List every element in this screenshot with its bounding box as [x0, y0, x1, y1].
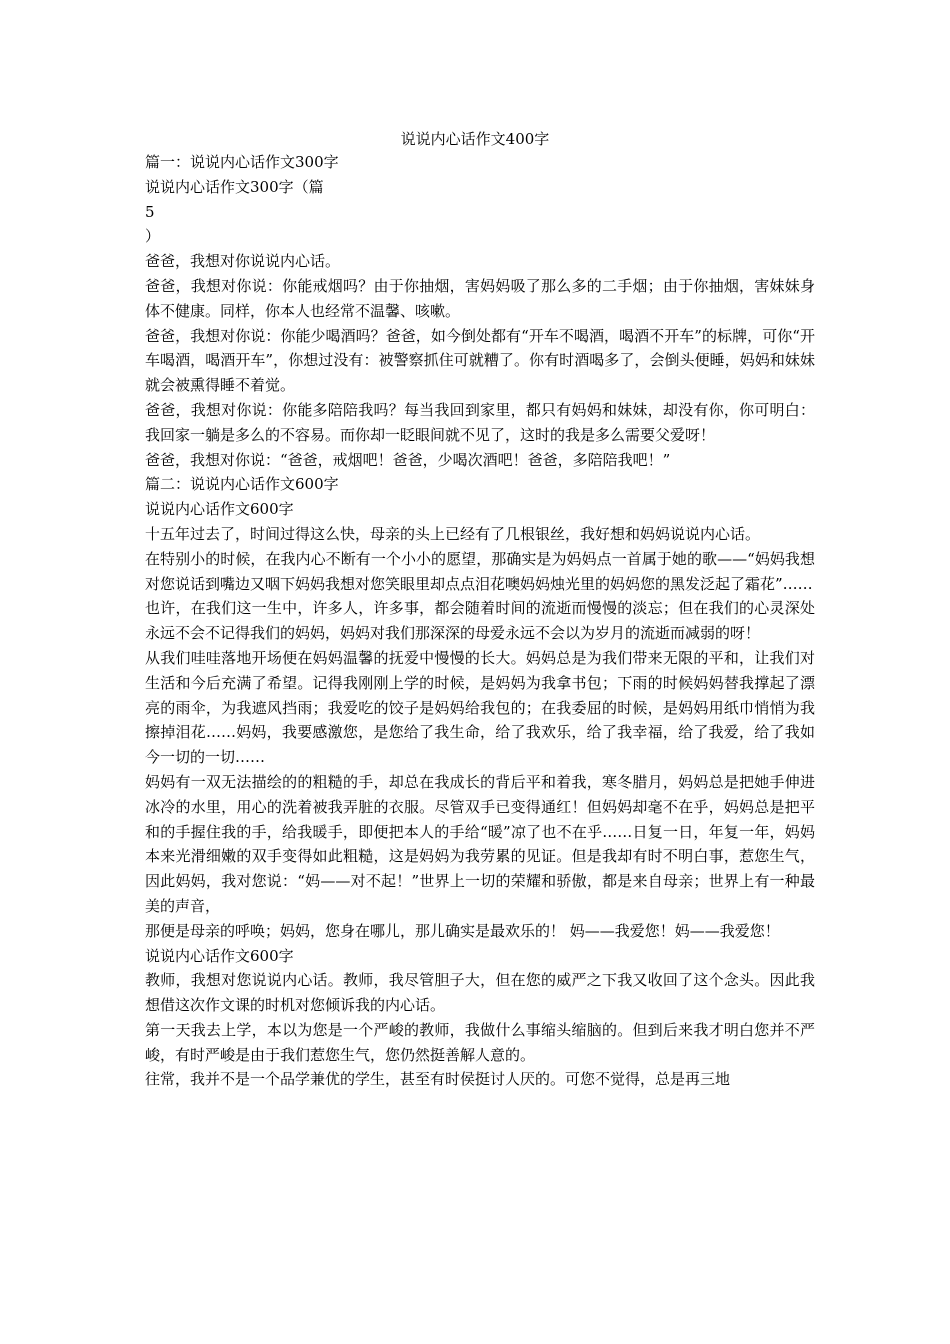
paragraph: 妈妈有一双无法描绘的的粗糙的手，却总在我成长的背后平和着我，寒冬腊月，妈妈总是把她手伸进冰冷的水里，用心的洗着被我弄脏的衣服。尽管双手已变得通红！但妈妈却毫不在乎，妈妈总是把平和的手握住我的手，给我暖手，即便把本人的手给“暖”凉了也不在乎……日复一日，年复一年，妈妈本来光滑细嫩的双手变得如此粗糙，这是妈妈为我劳累的见证。但是我却有时不明白事，惹您生气，因此妈妈，我对您说：“妈——对不起！”世界上一切的荣耀和骄傲，都是来自母亲；世界上有一种最美的声音， — [145, 772, 815, 915]
heading-part-2: 篇二：说说内心话作文600字 — [145, 475, 339, 494]
subheading: 说说内心话作文600字 — [145, 500, 294, 519]
paragraph: 爸爸，我想对你说：你能多陪陪我吗？每当我回到家里，都只有妈妈和妹妹，却没有你，你可明白：我回家一躺是多么的不容易。而你却一眨眼间就不见了，这时的我是多么需要父爱呀！ — [145, 400, 815, 444]
paragraph: 爸爸，我想对你说：你能少喝酒吗？爸爸，如今倒处都有“开车不喝酒，喝酒不开车”的标牌，可你“开车喝酒，喝酒开车”，你想过没有：被警察抓住可就糟了。你有时酒喝多了，会倒头便睡，妈妈和妹妹就会被熏得睡不着觉。 — [145, 326, 815, 395]
paragraph: 从我们哇哇落地开场便在妈妈温馨的抚爱中慢慢的长大。妈妈总是为我们带来无限的平和，让我们对生活和今后充满了希望。记得我刚刚上学的时候，是妈妈为我拿书包；下雨的时候妈妈替我撑起了漂亮的雨伞，为我遮风挡雨；我爱吃的饺子是妈妈给我包的；在我委屈的时候，是妈妈用纸巾悄悄为我擦掉泪花……妈妈，我要感激您，是您给了我生命，给了我欢乐，给了我幸福，给了我爱，给了我如今一切的一切…… — [145, 648, 815, 767]
subheading-fragment: ） — [145, 227, 161, 246]
paragraph: 爸爸，我想对你说：“爸爸，戒烟吧！爸爸，少喝次酒吧！爸爸，多陪陪我吧！” — [145, 450, 671, 469]
document-title: 说说内心话作文400字 — [400, 130, 550, 148]
subheading: 说说内心话作文300字（篇 — [145, 177, 324, 196]
paragraph: 十五年过去了，时间过得这么快，母亲的头上已经有了几根银丝，我好想和妈妈说说内心话。 — [145, 524, 761, 543]
subheading: 说说内心话作文600字 — [145, 946, 294, 965]
paragraph: 往常，我并不是一个品学兼优的学生，甚至有时侯挺讨人厌的。可您不觉得，总是再三地 — [145, 1070, 731, 1089]
paragraph: 爸爸，我想对你说：你能戒烟吗？由于你抽烟，害妈妈吸了那么多的二手烟；由于你抽烟，害妹妹身体不健康。同样，你本人也经常不温馨、咳嗽。 — [145, 276, 815, 320]
heading-part-1: 篇一：说说内心话作文300字 — [145, 153, 339, 171]
paragraph: 教师，我想对您说说内心话。教师，我尽管胆子大，但在您的威严之下我又收回了这个念头。因此我想借这次作文课的时机对您倾诉我的内心话。 — [145, 971, 815, 1015]
paragraph: 那便是母亲的呼唤；妈妈，您身在哪儿，那儿确实是最欢乐的！ 妈——我爱您！妈——我爱您！ — [145, 921, 780, 940]
paragraph: 爸爸，我想对你说说内心话。 — [145, 252, 341, 271]
paragraph: 第一天我去上学，本以为您是一个严峻的教师，我做什么事缩头缩脑的。但到后来我才明白您并不严峻，有时严峻是由于我们惹您生气，您仍然挺善解人意的。 — [145, 1020, 815, 1064]
subheading-fragment: 5 — [145, 202, 155, 221]
paragraph: 在特别小的时候，在我内心不断有一个小小的愿望，那确实是为妈妈点一首属于她的歌——“妈妈我想对您说话到嘴边又咽下妈妈我想对您笑眼里却点点泪花噢妈妈烛光里的妈妈您的黑发泛起了霜花”…… — [145, 549, 815, 593]
document-body — [145, 150, 815, 1092]
paragraph: 也许，在我们这一生中，许多人，许多事，都会随着时间的流逝而慢慢的淡忘；但在我们的心灵深处永远不会不记得我们的妈妈，妈妈对我们那深深的母爱永远不会以为岁月的流逝而减弱的呀！ — [145, 599, 815, 643]
